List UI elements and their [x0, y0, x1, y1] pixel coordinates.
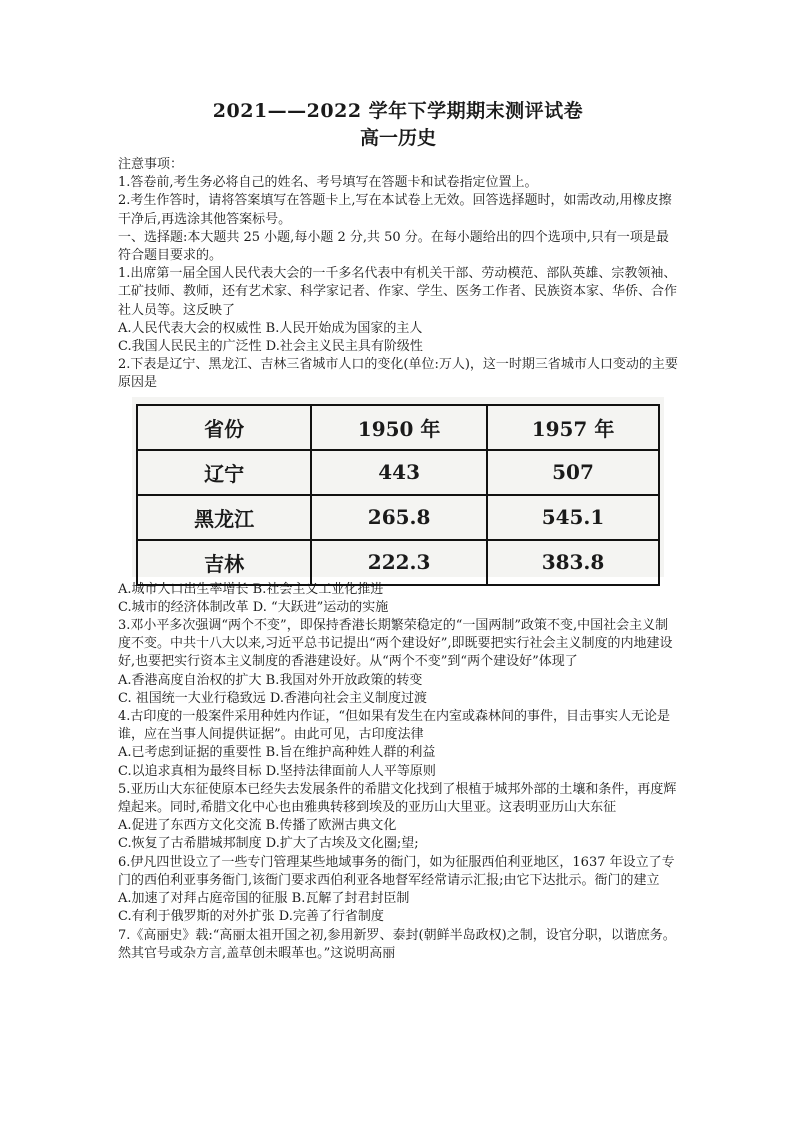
question-stem: 7.《高丽史》载:“高丽太祖开国之初,参用新罗、泰封(朝鲜半岛政权)之制，设官分职，以谐庶务。然其官号或杂方言,盖草创未暇革也。”这说明高丽	[118, 927, 676, 961]
question-options-cd: C.我国人民民主的广泛性 D.社会主义民主具有阶级性	[118, 339, 423, 355]
question-options-cd: C.恢复了古希腊城邦制度 D.扩大了古埃及文化圈;望;	[118, 836, 419, 852]
cell-1950: 265.8	[311, 495, 487, 540]
cell-1950: 222.3	[311, 540, 487, 585]
question-3	[118, 617, 678, 708]
section-intro: 一、选择题:本大题共 25 小题,每小题 2 分,共 50 分。在每小题给出的四个选项中,只有一项是最符合题目要求的。	[118, 229, 669, 264]
cell-1957: 383.8	[487, 540, 659, 585]
page-subtitle: 高一历史	[359, 127, 436, 149]
header-province: 省份	[137, 405, 311, 450]
question-stem: 3.邓小平多次强调“两个不变”，即保持香港长期繁荣稳定的“一国两制”政策不变,中国社会主义制度不变。中共十八大以来,习近平总书记提出“两个建设好”,即既要把实行社会主义制度的内地建设好,也要把实行资本主义制度的香港建设好。从“两个不变”到“两个建设好”体现了	[118, 618, 673, 670]
question-stem: 2.下表是辽宁、黑龙江、吉林三省城市人口的变化(单位:万人)，这一时期三省城市人口变动的主要原因是	[118, 357, 678, 391]
cell-province: 吉林	[137, 540, 311, 585]
question-stem: 5.亚历山大东征使原本已经失去发展条件的希腊文化找到了根植于城邦外部的土壤和条件，再度辉煌起来。同时,希腊文化中心也由雅典转移到埃及的亚历山大里亚。这表明亚历山大东征	[118, 781, 677, 816]
question-options-cd: C.以追求真相为最终目标 D.坚持法律面前人人平等原则	[118, 763, 436, 779]
question-4	[118, 708, 678, 781]
question-5	[118, 781, 678, 854]
cell-1957: 507	[487, 450, 659, 495]
question-options-ab: A.促进了东西方文化交流 B.传播了欧洲古典文化	[118, 818, 397, 834]
cell-1957: 545.1	[487, 495, 659, 540]
question-options-ab: A.加速了对拜占庭帝国的征服 B.瓦解了封君封臣制	[118, 891, 410, 907]
note-item-2: 2.考生作答时，请将答案填写在答题卡上,写在本试卷上无效。回答选择题时，如需改动,用橡皮擦干净后,再选涂其他答案标号。	[118, 193, 672, 227]
question-stem: 6.伊凡四世设立了一些专门管理某些地域事务的衙门，如为征服西伯利亚地区，1637 年设立了专门的西伯利亚事务衙门,该衙门要求西伯利亚各地督军经常请示汇报;由它下达批示。衙门的建立	[118, 854, 675, 888]
header-1957: 1957 年	[487, 405, 659, 450]
question-stem: 1.出席第一届全国人民代表大会的一千多名代表中有机关干部、劳动模范、部队英雄、宗教领袖、工矿技师、教师，还有艺术家、科学家记者、作家、学生、医务工作者、民族资本家、华侨、合作社人员等。这反映了	[118, 266, 678, 318]
question-options-ab: A.城市人口出生率增长 B.社会主义工业化推进	[118, 581, 384, 597]
table-header-row	[137, 405, 659, 450]
note-item-1: 1.答卷前,考生务必将自己的姓名、考号填写在答题卡和试卷指定位置上。	[118, 175, 538, 191]
question-2	[118, 356, 678, 617]
header-1950: 1950 年	[311, 405, 487, 450]
question-options-ab: A.已考虑到证据的重要性 B.旨在维护高种姓人群的利益	[118, 745, 436, 761]
table-row	[137, 450, 659, 495]
question-1	[118, 265, 678, 356]
notes-heading: 注意事项：	[118, 157, 184, 172]
question-options-ab: A.人民代表大会的权威性 B.人民开始成为国家的主人	[118, 320, 423, 336]
exam-page	[118, 98, 678, 963]
table-row	[137, 540, 659, 585]
question-options-ab: A.香港高度自治权的扩大 B.我国对外开放政策的转变	[118, 672, 423, 688]
question-6	[118, 854, 678, 927]
population-table-image	[132, 397, 664, 577]
question-stem: 4.古印度的一般案件采用种姓内作证，“但如果有发生在内室或森林间的事件，目击事实人无论是谁，应在当事人间提供证据”。由此可见，古印度法律	[118, 709, 671, 743]
cell-1950: 443	[311, 450, 487, 495]
question-7	[118, 927, 678, 963]
population-table	[136, 404, 660, 586]
page-title: 2021——2022 学年下学期期末测评试卷	[212, 100, 584, 122]
cell-province: 黑龙江	[137, 495, 311, 540]
cell-province: 辽宁	[137, 450, 311, 495]
question-options-cd: C.有利于俄罗斯的对外扩张 D.完善了行省制度	[118, 909, 384, 925]
table-row	[137, 495, 659, 540]
question-options-cd: C. 祖国统一大业行稳致远 D.香港向社会主义制度过渡	[118, 690, 427, 706]
question-options-cd: C.城市的经济体制改革 D. “大跃进”运动的实施	[118, 599, 389, 615]
